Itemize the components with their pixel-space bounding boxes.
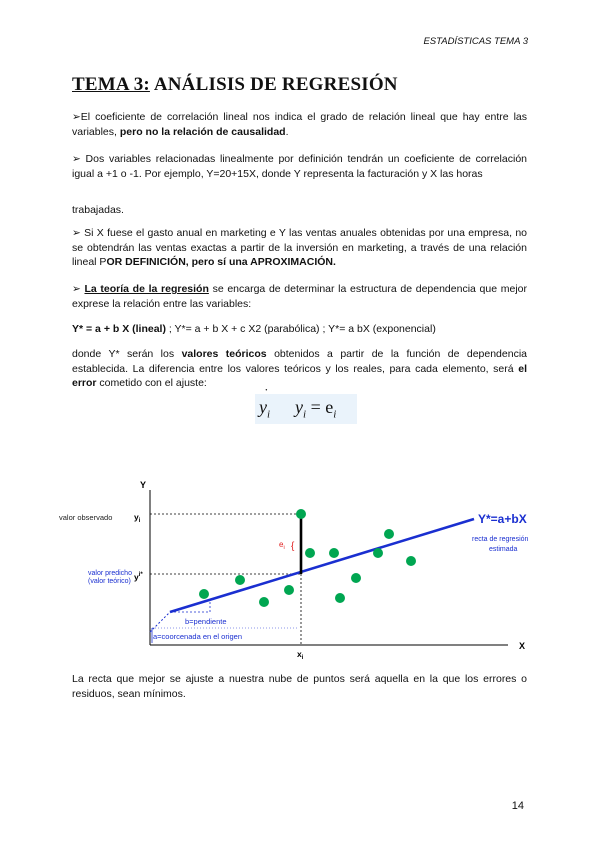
p5-bold: Y* = a + b X (lineal) (72, 323, 166, 335)
data-point (235, 575, 245, 585)
formula-y1: $y_i$ (259, 397, 271, 421)
data-point (199, 589, 209, 599)
ei-brace: { (291, 541, 295, 552)
ei-label: $e_i$ (279, 540, 285, 551)
data-point (384, 529, 394, 539)
p6-bold1: valores teóricos (181, 348, 267, 360)
p6-bold2: el error (72, 362, 527, 389)
data-point (305, 548, 315, 558)
equation-label: Y*=a+bX (478, 512, 527, 526)
b-label: b=pendiente (185, 617, 227, 626)
data-point (406, 556, 416, 566)
a-label: a=coorcenada en el origen (153, 632, 243, 641)
p3-text: ➢ Si X fuese el gasto anual en marketing e Y las ventas anuales obtenidas por una empresa, no se obtendrán las ventas exactas a partir de la inversión en marketing, a través de una relación lineal P (72, 227, 527, 268)
data-point (259, 597, 269, 607)
y-axis-label: Y (140, 480, 147, 490)
recta-label-2: estimada (489, 546, 518, 553)
valor-predicho-label: valor predicho (88, 570, 132, 577)
xi-label: $x_i$ (297, 649, 304, 661)
title-prefix: TEMA 3: (72, 74, 150, 95)
p4-text: se encarga de determinar la estructura de dependencia que mejor exprese la relación entre las variables: (72, 283, 527, 310)
data-point (329, 548, 339, 558)
regression-line (170, 519, 474, 612)
data-point (335, 593, 345, 603)
yi-label: $y_i$ (134, 512, 141, 524)
p1-end: . (285, 125, 289, 138)
p7-text: La recta que mejor se ajuste a nuestra nube de puntos será aquella en la que los errores o residuos, sean mínimos. (72, 673, 527, 700)
recta-label-1: recta de regresión (472, 536, 529, 543)
paragraph-least-squares (72, 672, 527, 701)
p4-arrow: ➢ (72, 283, 85, 295)
title-main: ANÁLISIS DE REGRESIÓN (149, 74, 398, 95)
p1-bold: pero no la relación de causalidad (119, 125, 286, 138)
data-point (373, 548, 383, 558)
p3-bold: OR DEFINICIÓN, pero sí una APROXIMACIÓN. (106, 256, 336, 268)
data-point (284, 585, 294, 595)
p6-text2: obtenidos a partir de la función de dependencia establecida. La diferencia entre los valores teóricos y los reales, para cada elemento, será (72, 348, 527, 375)
valor-teorico-label: (valor teórico) (88, 578, 131, 585)
p4-bold: La teoría de la regresión (84, 283, 209, 295)
p2b-text: trabajadas. (72, 204, 124, 216)
p2-text: ➢ Dos variables relacionadas linealmente por definición tendrán un coeficiente de correlación igual a +1 o -1. Por ejemplo, Y=20+15X, donde Y representa la facturación y X las horas (72, 153, 527, 180)
running-header: ESTADÍSTICAS TEMA 3 (423, 36, 528, 47)
formula-y2: $y_i = e_i$ (295, 397, 337, 421)
yi-star-label: $y^{i*}$ (134, 572, 143, 582)
x-axis-label: X (519, 641, 526, 651)
p6-text3: cometido con el ajuste: (96, 377, 207, 389)
data-point-observed (296, 509, 306, 519)
p5-text: ; Y*= a + b X + c X2 (parabólica) ; Y*= a bX (exponencial) (165, 323, 436, 335)
page-number: 14 (511, 800, 524, 812)
p1-text: ➢El coeficiente de correlación lineal nos indica el grado de relación lineal que hay entre las variables, (72, 111, 527, 138)
formula-star: ˙ (264, 387, 269, 402)
valor-observado-label: valor observado (59, 513, 113, 522)
p6-text1: donde Y* serán los (72, 348, 182, 360)
data-point (351, 573, 361, 583)
regression-line-extension (150, 612, 170, 632)
